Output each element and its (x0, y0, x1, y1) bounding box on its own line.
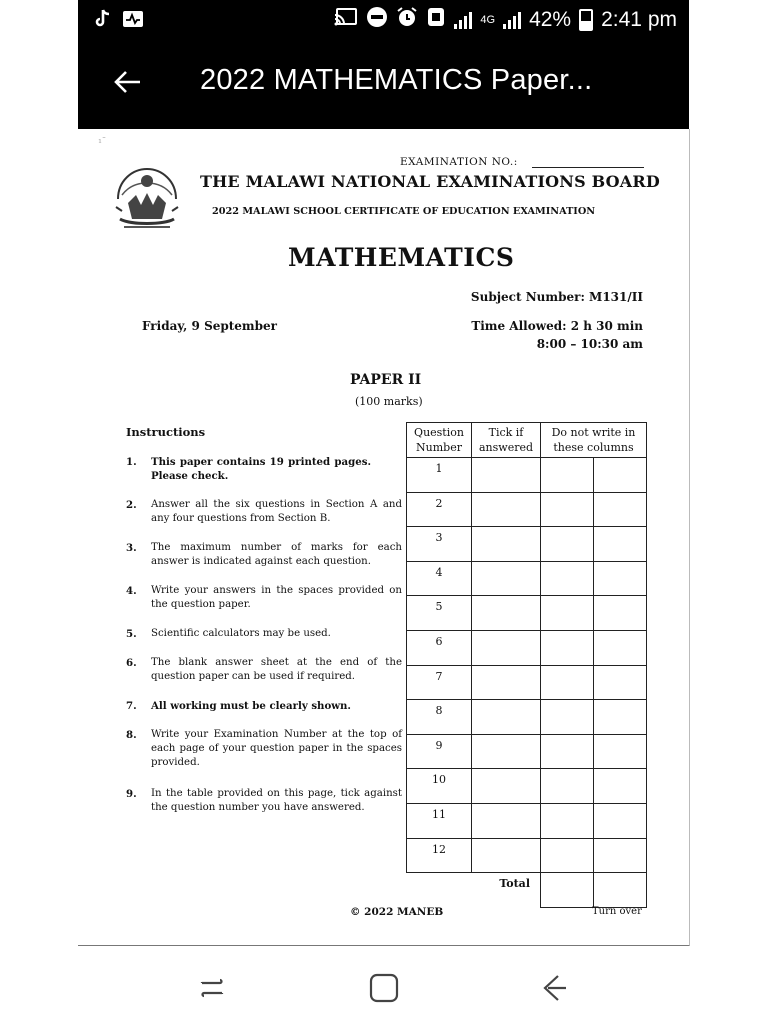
recent-apps-icon (194, 970, 230, 1006)
exam-number-blank (532, 167, 644, 168)
do-not-disturb-icon (366, 6, 388, 34)
alarm-icon (396, 6, 418, 34)
instruction-text: The maximum number of marks for each answer is indicated against each question. (151, 542, 402, 567)
instruction-number: 6. (126, 657, 137, 669)
home-icon (366, 970, 402, 1006)
tick-cell[interactable] (472, 665, 541, 700)
marker-cell (594, 700, 647, 735)
table-row (407, 527, 647, 562)
marker-cell (594, 492, 647, 527)
instruction-item (126, 541, 402, 569)
marker-cell (541, 527, 594, 562)
status-bar (78, 0, 689, 40)
instruction-item (126, 699, 402, 713)
instruction-item (126, 787, 402, 815)
table-row (407, 700, 647, 735)
instruction-number: 9. (126, 788, 137, 800)
do-not-write-header: Do not write in these columns (541, 423, 647, 458)
question-number-header: Question Number (407, 423, 472, 458)
marker-cell (594, 596, 647, 631)
battery-icon (579, 9, 593, 31)
instruction-text: Scientific calculators may be used. (151, 628, 331, 639)
scan-mark: ₁ᐨ (98, 135, 106, 146)
document-page[interactable] (78, 129, 690, 947)
total-marks: (100 marks) (355, 395, 423, 408)
instruction-text: This paper contains 19 printed pages. Please check. (151, 456, 371, 482)
navigation-bar (0, 946, 768, 1024)
question-number: 7 (407, 665, 472, 700)
tick-cell[interactable] (472, 769, 541, 804)
question-number: 3 (407, 527, 472, 562)
table-row (407, 803, 647, 838)
activity-icon (122, 8, 144, 35)
table-row (407, 492, 647, 527)
instruction-item (126, 455, 402, 483)
instruction-number: 8. (126, 729, 137, 741)
tick-cell[interactable] (472, 734, 541, 769)
back-button[interactable] (108, 62, 148, 102)
maneb-crest-logo (108, 159, 186, 239)
clock: 2:41 pm (601, 8, 677, 31)
instruction-number: 2. (126, 499, 137, 511)
tick-cell[interactable] (472, 458, 541, 493)
total-cell (594, 873, 647, 908)
marker-cell (541, 561, 594, 596)
marker-cell (541, 769, 594, 804)
question-number: 1 (407, 458, 472, 493)
table-row (407, 458, 647, 493)
instruction-number: 4. (126, 585, 137, 597)
instruction-text: Write your Examination Number at the top of each page of your question paper in the spaces provided. (151, 729, 402, 768)
marker-cell (594, 458, 647, 493)
instruction-number: 7. (126, 700, 137, 712)
table-row (407, 561, 647, 596)
paper-number: PAPER II (350, 372, 422, 388)
question-number: 2 (407, 492, 472, 527)
tiktok-icon (92, 8, 112, 35)
marker-cell (541, 665, 594, 700)
document-title: 2022 MATHEMATICS Paper... (200, 64, 593, 96)
instruction-item (126, 656, 402, 684)
instruction-number: 1. (126, 456, 137, 468)
copyright: © 2022 MANEB (350, 906, 444, 918)
question-number: 9 (407, 734, 472, 769)
signal-4g-icon (503, 11, 521, 29)
instruction-text: The blank answer sheet at the end of the question paper can be used if required. (151, 657, 402, 682)
time-range: 8:00 – 10:30 am (536, 337, 643, 351)
instruction-number: 5. (126, 628, 137, 640)
tick-if-answered-header: Tick if answered (472, 423, 541, 458)
marker-cell (594, 838, 647, 873)
marker-cell (594, 527, 647, 562)
turn-over-note: Turn over (592, 906, 642, 917)
tick-cell[interactable] (472, 596, 541, 631)
tick-cell[interactable] (472, 630, 541, 665)
marker-cell (541, 734, 594, 769)
total-label: Total (499, 877, 530, 891)
question-number: 4 (407, 561, 472, 596)
tick-cell[interactable] (472, 561, 541, 596)
instruction-item (126, 627, 402, 641)
marker-cell (541, 803, 594, 838)
exam-subtitle: 2022 MALAWI SCHOOL CERTIFICATE OF EDUCATION EXAMINATION (212, 206, 596, 217)
signal-icon (454, 11, 472, 29)
cast-icon (334, 7, 358, 33)
tick-cell[interactable] (472, 838, 541, 873)
marker-cell (594, 630, 647, 665)
marker-cell (541, 458, 594, 493)
total-row (407, 873, 647, 908)
tick-cell[interactable] (472, 527, 541, 562)
marker-cell (541, 630, 594, 665)
tick-cell[interactable] (472, 492, 541, 527)
table-row (407, 838, 647, 873)
time-allowed: Time Allowed: 2 h 30 min (471, 319, 643, 333)
battery-percent: 42% (529, 8, 572, 31)
nfc-icon (426, 6, 446, 34)
instruction-text: Answer all the six questions in Section A and any four questions from Section B. (151, 499, 402, 524)
question-number: 12 (407, 838, 472, 873)
tick-cell[interactable] (472, 700, 541, 735)
instruction-text: Write your answers in the spaces provided on the question paper. (151, 585, 402, 610)
marker-cell (541, 596, 594, 631)
question-number: 5 (407, 596, 472, 631)
instruction-item (126, 498, 402, 526)
question-table (406, 422, 647, 908)
arrow-left-icon (108, 62, 148, 102)
subject-title: MATHEMATICS (288, 243, 515, 272)
marker-cell (594, 769, 647, 804)
marker-cell (594, 561, 647, 596)
table-row (407, 630, 647, 665)
instruction-item (126, 728, 402, 770)
subject-number: Subject Number: M131/II (470, 290, 643, 304)
home-button[interactable] (366, 970, 402, 1006)
marker-cell (594, 665, 647, 700)
question-number: 8 (407, 700, 472, 735)
table-row (407, 596, 647, 631)
instruction-item (126, 584, 402, 612)
table-row (407, 769, 647, 804)
table-row (407, 665, 647, 700)
total-cell (541, 873, 594, 908)
table-row (407, 734, 647, 769)
exam-date: Friday, 9 September (142, 319, 277, 333)
system-back-button[interactable] (536, 970, 572, 1006)
back-icon (536, 970, 572, 1006)
instruction-text: All working must be clearly shown. (151, 700, 351, 712)
marker-cell (541, 492, 594, 527)
marker-cell (541, 838, 594, 873)
question-number: 10 (407, 769, 472, 804)
tick-cell[interactable] (472, 803, 541, 838)
instruction-number: 3. (126, 542, 137, 554)
marker-cell (594, 734, 647, 769)
exam-number-label: EXAMINATION NO.: (400, 156, 518, 168)
instructions-heading: Instructions (126, 425, 206, 439)
instruction-text: In the table provided on this page, tick against the question number you have answered. (151, 788, 402, 813)
app-bar (78, 40, 689, 129)
network-type: 4G (480, 14, 496, 26)
question-number: 6 (407, 630, 472, 665)
board-title: THE MALAWI NATIONAL EXAMINATIONS BOARD (200, 172, 660, 191)
marker-cell (541, 700, 594, 735)
recent-apps-button[interactable] (194, 970, 230, 1006)
question-number: 11 (407, 803, 472, 838)
marker-cell (594, 803, 647, 838)
